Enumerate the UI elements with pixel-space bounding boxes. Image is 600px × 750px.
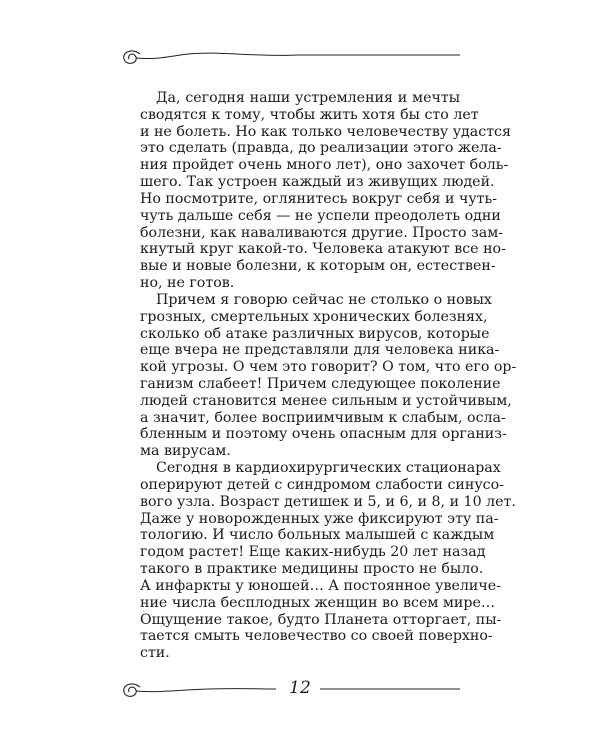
text-line: бленным и поэтому очень опасным для организ-	[140, 426, 507, 443]
text-line: чуть дальше себя — не успели преодолеть одни	[140, 207, 501, 224]
text-line: оперируют детей с синдромом слабости синусо-	[140, 476, 504, 493]
text-line: еще вчера не представляли для человека ника-	[140, 342, 500, 359]
flourish-ornament-top	[118, 44, 478, 72]
text-line: Но посмотрите, оглянитесь вокруг себя и чуть-	[140, 190, 498, 207]
text-line: годом растет! Еще каких-нибудь 20 лет назад	[140, 544, 486, 561]
text-line: кнутый круг какой-то. Человека атакуют все но-	[140, 241, 506, 258]
text-line: сти.	[140, 645, 170, 662]
text-line: вого узла. Возраст детишек и 5, и 6, и 8, и 10 лет.	[140, 493, 516, 510]
text-line: Сегодня в кардиохирургических стационарах	[156, 460, 501, 477]
text-line: ние числа бесплодных женщин во всем мире…	[140, 594, 496, 611]
text-line: но, не готов.	[140, 275, 235, 292]
text-line: Ощущение такое, будто Планета отторгает, пы-	[140, 611, 502, 628]
text-line: тается смыть человечество со своей поверхно-	[140, 628, 493, 645]
text-line: такого в практике медицины просто не было.	[140, 561, 484, 578]
page-number: 12	[289, 678, 311, 698]
text-line: вые и новые болезни, к которым он, естествен-	[140, 258, 496, 275]
text-line: Да, сегодня наши устремления и мечты	[156, 90, 460, 106]
text-line: это сделать (правда, до реализации этого жела-	[140, 140, 502, 157]
text-line: людей становится менее сильным и устойчивым,	[140, 392, 512, 409]
text-line: ганизм слабеет! Причем следующее поколение	[140, 376, 501, 392]
text-line: грозных, смертельных хронических болезнях,	[140, 308, 488, 325]
text-line: сводятся к тому, чтобы жить хотя бы сто лет	[140, 106, 479, 123]
text-line: Причем я говорю сейчас не столько о новых	[156, 291, 492, 308]
text-line: сколько об атаке различных вирусов, которые	[140, 325, 490, 342]
text-line: ма вирусам.	[140, 443, 231, 460]
text-line: и не болеть. Но как только человечеству удастся	[140, 123, 511, 140]
text-line: А инфаркты у юношей… А постоянное увеличе-	[140, 577, 501, 594]
text-line: болезни, как наваливаются другие. Просто зам-	[140, 224, 504, 241]
text-line: Даже у новорожденных уже фиксируют эту па-	[140, 510, 499, 527]
text-line: тологию. И число больных малышей с каждым	[140, 527, 495, 544]
text-line: ния пройдет очень много лет), оно захочет боль-	[140, 157, 509, 174]
text-line: а значит, более восприимчивым к слабым, осла-	[140, 409, 506, 426]
text-line: кой угрозы. О чем это говорит? О том, что его ор-	[140, 359, 517, 376]
text-line: шего. Так устроен каждый из живущих людей.	[140, 174, 495, 191]
